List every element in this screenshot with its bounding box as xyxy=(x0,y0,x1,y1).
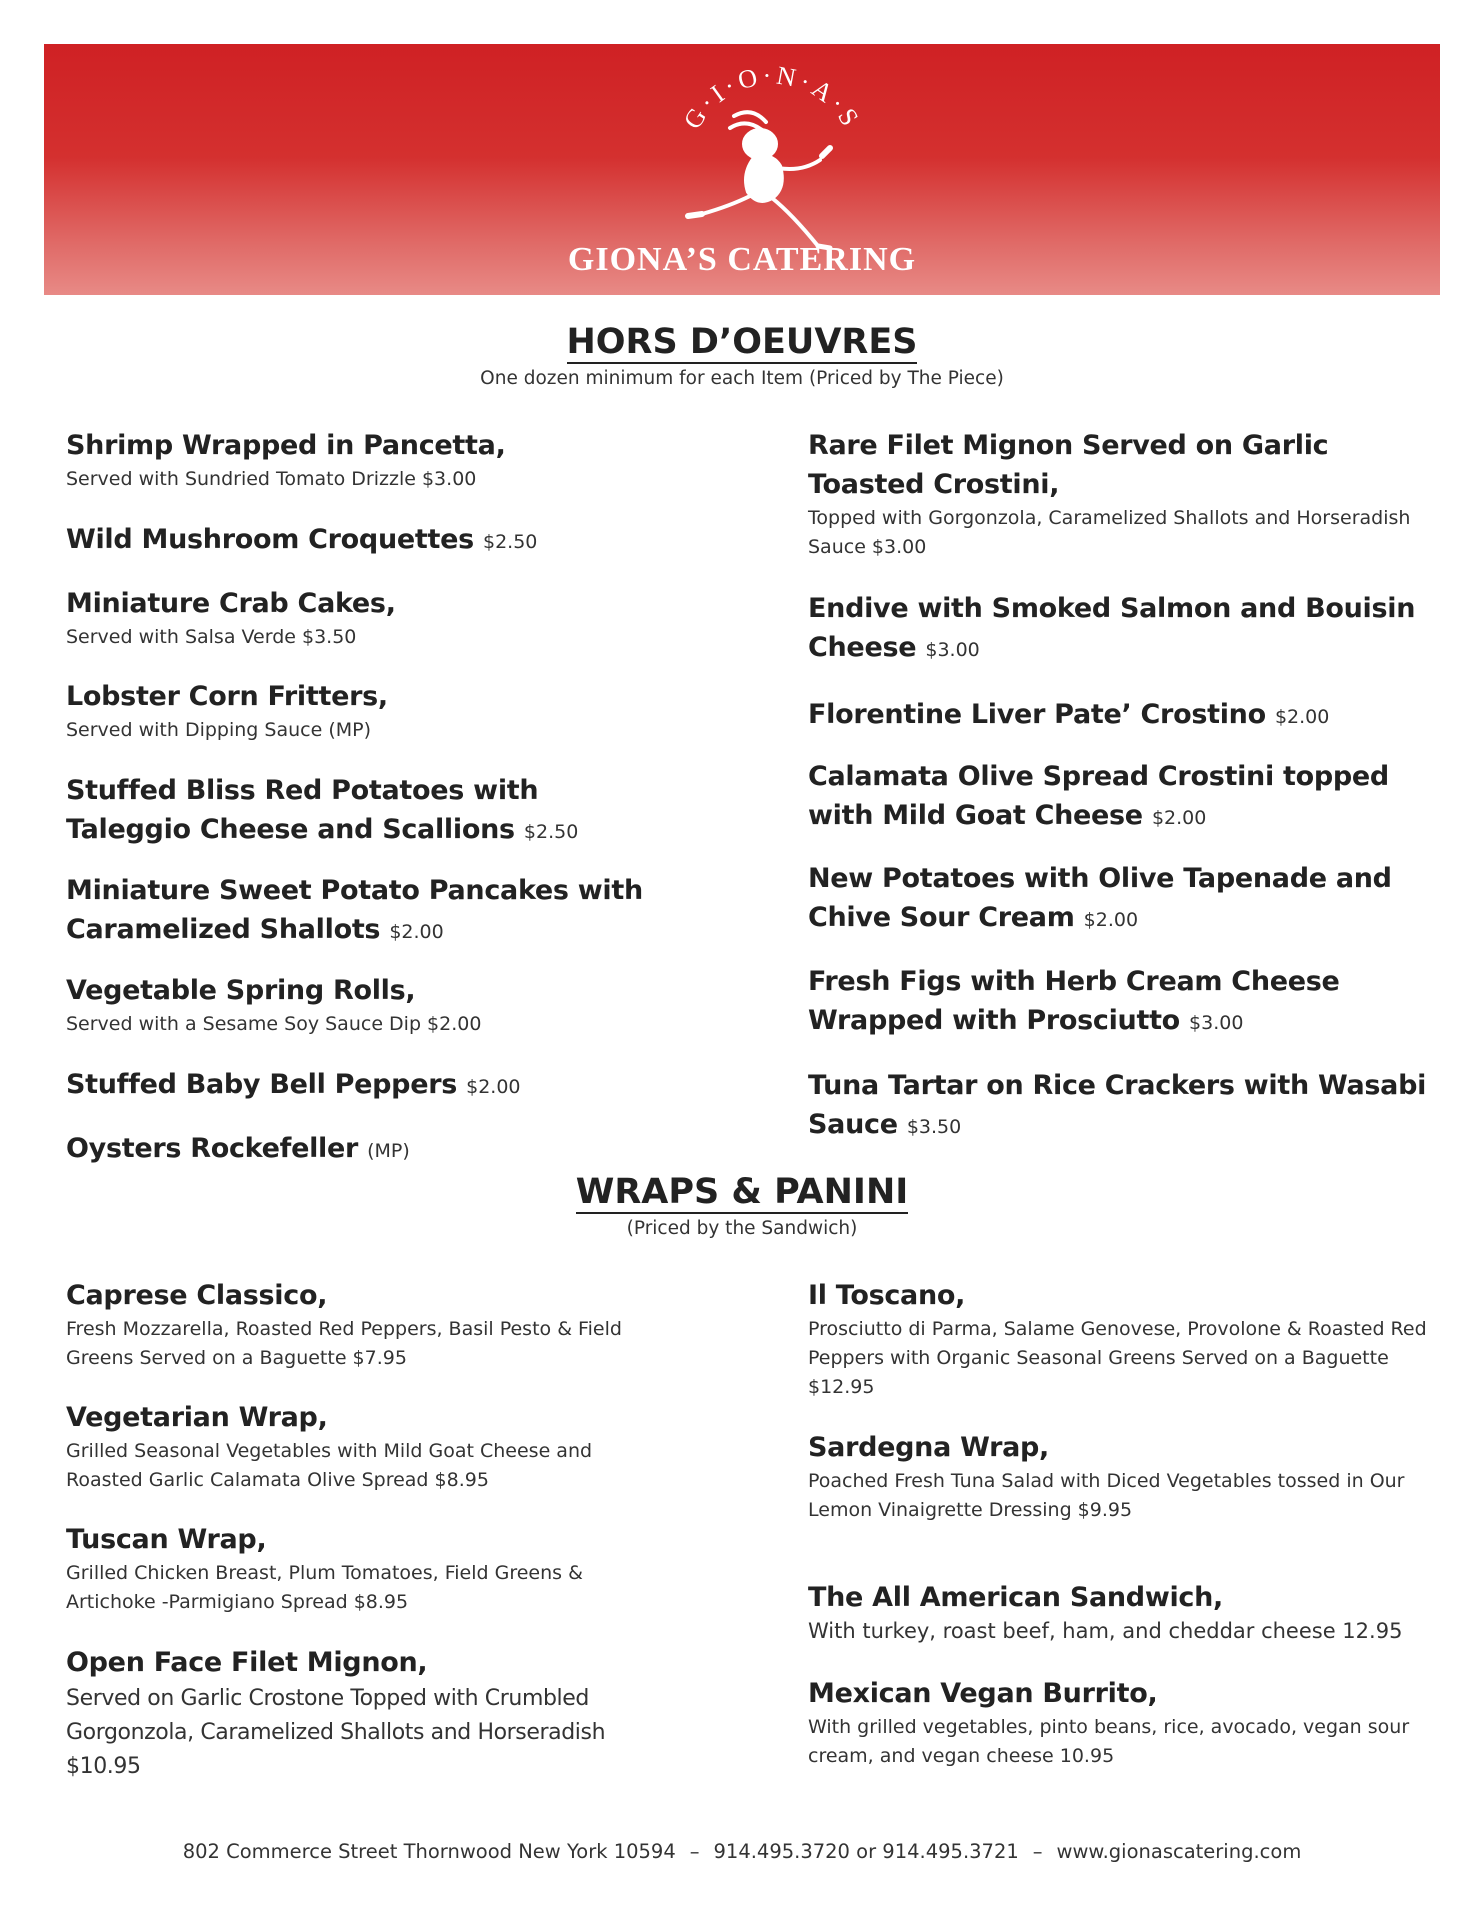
item-desc: Served with a Sesame Soy Sauce Dip $2.00 xyxy=(66,1013,482,1035)
footer-separator: – xyxy=(1032,1840,1043,1863)
item-name: Miniature Crab Cakes, xyxy=(66,588,396,619)
item-name: Tuscan Wrap, xyxy=(66,1524,267,1555)
item-price: $3.00 xyxy=(1189,1012,1244,1034)
item-name: Fresh Figs with Herb Cream Cheese Wrapped with Prosciutto xyxy=(808,966,1340,1036)
menu-item xyxy=(808,1578,1428,1646)
menu-item xyxy=(808,757,1428,838)
menu-item xyxy=(66,1398,666,1495)
menu-item xyxy=(66,677,666,745)
item-name: Lobster Corn Fritters, xyxy=(66,681,388,712)
menu-item xyxy=(808,1674,1428,1771)
item-desc: Grilled Seasonal Vegetables with Mild Goat Cheese and Roasted Garlic Calamata Olive Spread $8.95 xyxy=(66,1440,593,1491)
menu-item xyxy=(66,520,666,562)
menu-item xyxy=(66,1129,666,1171)
item-price: $2.00 xyxy=(389,921,444,943)
item-name: Mexican Vegan Burrito, xyxy=(808,1678,1158,1709)
wraps-title: WRAPS & PANINI xyxy=(575,1172,909,1212)
item-name: Stuffed Bliss Red Potatoes with Taleggio Cheese and Scallions xyxy=(66,775,539,845)
item-name: Open Face Filet Mignon, xyxy=(66,1647,428,1678)
item-name: Il Toscano, xyxy=(808,1280,966,1311)
menu-item xyxy=(66,771,666,852)
logo-arc-text: G·I·O·N·A·S xyxy=(677,60,867,135)
item-name: Vegetable Spring Rolls, xyxy=(66,975,416,1006)
item-name: The All American Sandwich, xyxy=(808,1582,1224,1613)
item-name: Calamata Olive Spread Crostini topped with Mild Goat Cheese xyxy=(808,761,1389,831)
item-desc: With grilled vegetables, pinto beans, rice, avocado, vegan sour cream, and vegan cheese 10.95 xyxy=(808,1716,1410,1767)
hors-subtitle: One dozen minimum for each Item (Priced by The Piece) xyxy=(480,368,1004,389)
footer-phones: 914.495.3720 or 914.495.3721 xyxy=(713,1840,1019,1863)
item-name: Vegetarian Wrap, xyxy=(66,1402,328,1433)
item-desc: Poached Fresh Tuna Salad with Diced Vegetables tossed in Our Lemon Vinaigrette Dressing $9.95 xyxy=(808,1470,1405,1521)
menu-item xyxy=(66,426,666,494)
footer-separator: – xyxy=(689,1840,700,1863)
item-name: Shrimp Wrapped in Pancetta, xyxy=(66,430,506,461)
item-price: $2.00 xyxy=(1274,706,1330,728)
item-name: Caprese Classico, xyxy=(66,1280,328,1311)
footer-address: 802 Commerce Street Thornwood New York 10594 xyxy=(182,1840,676,1863)
item-name: Miniature Sweet Potato Pancakes with Caramelized Shallots xyxy=(66,875,643,945)
item-desc: Served with Salsa Verde $3.50 xyxy=(66,626,357,648)
item-price: $2.00 xyxy=(1083,909,1139,931)
item-desc: Prosciutto di Parma, Salame Genovese, Provolone & Roasted Red Peppers with Organic Seasonal Greens Served on a Baguette $12.95 xyxy=(808,1318,1427,1398)
wraps-subtitle: (Priced by the Sandwich) xyxy=(626,1218,858,1239)
item-name: Tuna Tartar on Rice Crackers with Wasabi Sauce xyxy=(808,1070,1427,1140)
menu-item xyxy=(808,962,1428,1043)
menu-item xyxy=(66,1276,666,1373)
chef-logo xyxy=(642,56,902,256)
item-desc: Served with Sundried Tomato Drizzle $3.00 xyxy=(66,468,477,490)
header-banner xyxy=(44,44,1440,295)
item-price: $2.50 xyxy=(523,821,579,843)
item-name: Stuffed Baby Bell Peppers xyxy=(66,1069,457,1100)
item-name: Oysters Rockefeller xyxy=(66,1133,359,1164)
menu-item xyxy=(66,584,666,652)
item-price: $3.50 xyxy=(906,1116,962,1138)
item-name: Endive with Smoked Salmon and Bouisin Cheese xyxy=(808,593,1416,663)
menu-item xyxy=(808,1276,1428,1402)
item-name: Rare Filet Mignon Served on Garlic Toasted Crostini, xyxy=(808,430,1329,500)
menu-item xyxy=(66,871,666,952)
footer xyxy=(0,1840,1484,1863)
item-desc: With turkey, roast beef, ham, and cheddar cheese 12.95 xyxy=(808,1619,1403,1643)
item-price: (MP) xyxy=(367,1140,410,1162)
hors-title: HORS D’OEUVRES xyxy=(566,322,918,362)
menu-item xyxy=(808,859,1428,940)
item-desc: Grilled Chicken Breast, Plum Tomatoes, Field Greens & Artichoke -Parmigiano Spread $8.95 xyxy=(66,1562,583,1613)
item-name: Sardegna Wrap, xyxy=(808,1432,1050,1463)
item-desc: Fresh Mozzarella, Roasted Red Peppers, Basil Pesto & Field Greens Served on a Baguette $7.95 xyxy=(66,1318,622,1369)
brand-name: GIONA’S CATERING xyxy=(567,241,917,278)
item-price: $2.00 xyxy=(466,1076,521,1098)
item-desc: Topped with Gorgonzola, Caramelized Shallots and Horseradish Sauce $3.00 xyxy=(808,507,1411,558)
svg-text:G·I·O·N·A·S xyxy=(678,61,867,135)
menu-item xyxy=(808,695,1428,737)
menu-item xyxy=(808,1066,1428,1147)
item-name: New Potatoes with Olive Tapenade and Chive Sour Cream xyxy=(808,863,1392,933)
menu-item xyxy=(808,589,1428,670)
menu-item xyxy=(66,1065,666,1107)
item-desc: Served on Garlic Crostone Topped with Crumbled Gorgonzola, Caramelized Shallots and Horseradish $10.95 xyxy=(66,1686,606,1779)
item-price: $2.50 xyxy=(483,531,538,553)
item-name: Florentine Liver Pate’ Crostino xyxy=(808,699,1266,730)
menu-item xyxy=(808,426,1428,562)
item-price: $2.00 xyxy=(1151,807,1207,829)
menu-item xyxy=(66,1520,666,1617)
menu-item xyxy=(66,971,666,1039)
item-price: $3.00 xyxy=(925,639,980,661)
menu-item xyxy=(66,1643,666,1784)
item-desc: Served with Dipping Sauce (MP) xyxy=(66,719,371,741)
menu-item xyxy=(808,1428,1428,1525)
item-name: Wild Mushroom Croquettes xyxy=(66,524,474,555)
footer-website[interactable]: www.gionascatering.com xyxy=(1056,1840,1302,1863)
